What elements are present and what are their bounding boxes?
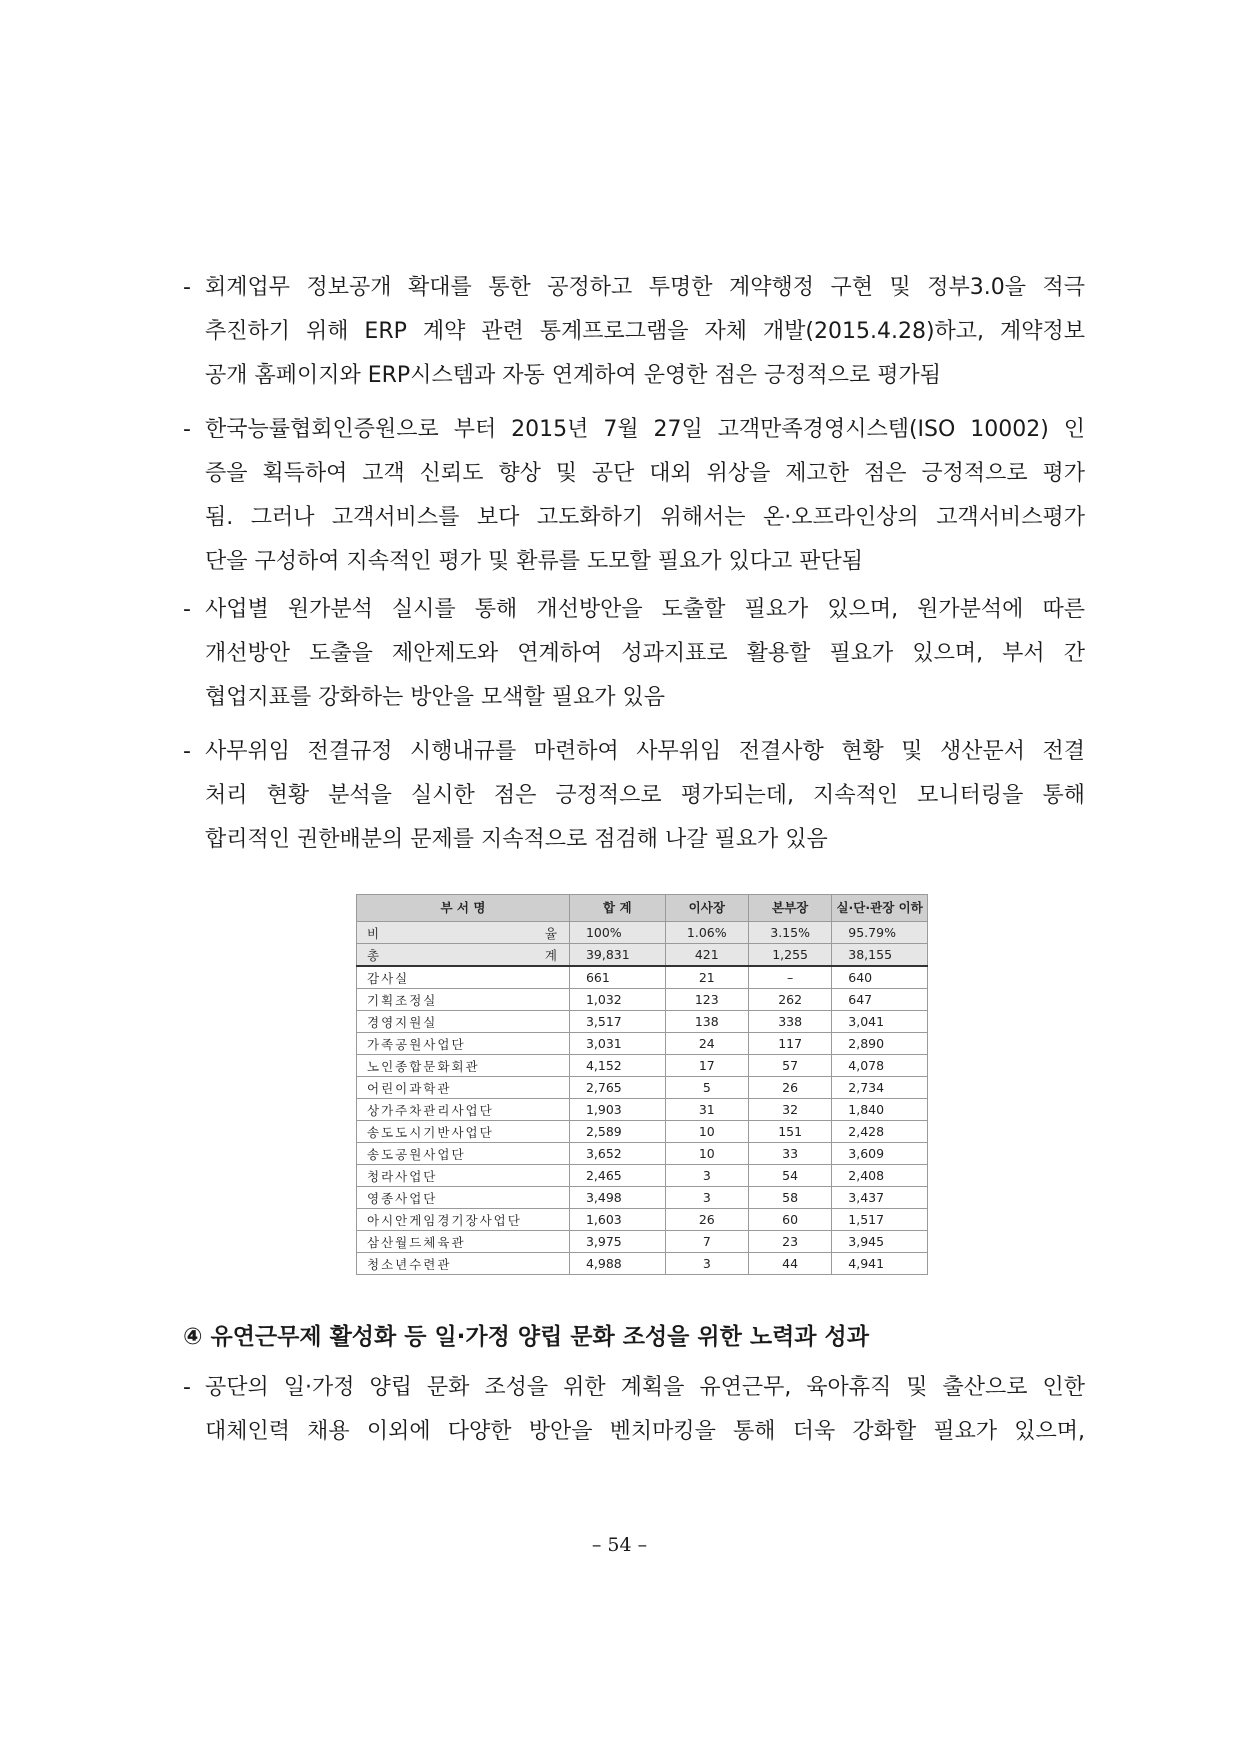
value-cell: 3,041 <box>832 1011 928 1033</box>
value-cell: 23 <box>748 1231 831 1253</box>
dept-cell: 비 율 <box>357 922 570 944</box>
dept-cell: 경영지원실 <box>357 1011 570 1033</box>
value-cell: 33 <box>748 1143 831 1165</box>
value-cell: 2,428 <box>832 1121 928 1143</box>
text-line: 처리 현황 분석을 실시한 점은 긍정적으로 평가되는데, 지속적인 모니터링을 통해 <box>205 783 1085 808</box>
value-cell: 3 <box>665 1253 748 1275</box>
value-cell: 3,031 <box>569 1033 665 1055</box>
value-cell: 58 <box>748 1187 831 1209</box>
value-cell: 3.15% <box>748 922 831 944</box>
bullet-marker: - <box>183 275 191 300</box>
value-cell: 26 <box>748 1077 831 1099</box>
value-cell: 1,603 <box>569 1209 665 1231</box>
dept-cell: 기획조정실 <box>357 989 570 1011</box>
bullet-marker: - <box>183 739 191 764</box>
section-heading: ④ 유연근무제 활성화 등 일·가정 양립 문화 조성을 위한 노력과 성과 <box>183 1324 869 1350</box>
page-number: – 54 – <box>591 1534 648 1556</box>
summary-row <box>357 944 928 967</box>
value-cell: 151 <box>748 1121 831 1143</box>
value-cell: 117 <box>748 1033 831 1055</box>
value-cell: 1,840 <box>832 1099 928 1121</box>
text-line: 공단의 일·가정 양립 문화 조성을 위한 계획을 유연근무, 육아휴직 및 출산으로 인한 <box>205 1375 1085 1400</box>
department-table-figure <box>356 894 928 1275</box>
bullet-marker: - <box>183 597 191 622</box>
value-cell: 3 <box>665 1187 748 1209</box>
value-cell: 3,652 <box>569 1143 665 1165</box>
value-cell: 31 <box>665 1099 748 1121</box>
value-cell: 100% <box>569 922 665 944</box>
text-line: 대체인력 채용 이외에 다양한 방안을 벤치마킹을 통해 더욱 강화할 필요가 있으며, <box>205 1419 1085 1444</box>
value-cell: 661 <box>569 966 665 989</box>
value-cell: 2,408 <box>832 1165 928 1187</box>
value-cell: 1,032 <box>569 989 665 1011</box>
value-cell: 338 <box>748 1011 831 1033</box>
value-cell: 21 <box>665 966 748 989</box>
value-cell: 57 <box>748 1055 831 1077</box>
table-row <box>357 1165 928 1187</box>
value-cell: 4,988 <box>569 1253 665 1275</box>
value-cell: 421 <box>665 944 748 967</box>
value-cell: 4,078 <box>832 1055 928 1077</box>
value-cell: 2,589 <box>569 1121 665 1143</box>
value-cell: 640 <box>832 966 928 989</box>
header-director: 본부장 <box>748 895 831 922</box>
value-cell: 60 <box>748 1209 831 1231</box>
dept-cell: 영종사업단 <box>357 1187 570 1209</box>
bullet-paragraph <box>183 266 1085 398</box>
table-row <box>357 989 928 1011</box>
value-cell: 26 <box>665 1209 748 1231</box>
dept-cell: 가족공원사업단 <box>357 1033 570 1055</box>
value-cell: 3 <box>665 1165 748 1187</box>
dept-cell: 아시안게임경기장사업단 <box>357 1209 570 1231</box>
bullet-paragraph <box>183 588 1085 720</box>
table-row <box>357 1011 928 1033</box>
summary-row <box>357 922 928 944</box>
bullet-paragraph <box>183 408 1085 584</box>
table-row <box>357 1055 928 1077</box>
value-cell: 44 <box>748 1253 831 1275</box>
value-cell: 5 <box>665 1077 748 1099</box>
bullet-paragraph <box>183 1366 1085 1454</box>
text-line: 한국능률협회인증원으로 부터 2015년 7월 27일 고객만족경영시스템(ISO 10002) 인 <box>205 417 1085 442</box>
text-line: 사무위임 전결규정 시행내규를 마련하여 사무위임 전결사항 현황 및 생산문서 전결 <box>205 739 1085 764</box>
dept-cell: 청소년수련관 <box>357 1253 570 1275</box>
value-cell: 24 <box>665 1033 748 1055</box>
value-cell: 2,765 <box>569 1077 665 1099</box>
bullet-marker: - <box>183 417 191 442</box>
dept-cell: 상가주차관리사업단 <box>357 1099 570 1121</box>
header-total: 합 계 <box>569 895 665 922</box>
value-cell: 3,517 <box>569 1011 665 1033</box>
dept-cell: 청라사업단 <box>357 1165 570 1187</box>
header-chairman: 이사장 <box>665 895 748 922</box>
text-line: 됨. 그러나 고객서비스를 보다 고도화하기 위해서는 온·오프라인상의 고객서비스평가 <box>205 505 1085 530</box>
table-row <box>357 966 928 989</box>
text-line: 사업별 원가분석 실시를 통해 개선방안을 도출할 필요가 있으며, 원가분석에 따른 <box>205 597 1085 622</box>
value-cell: 4,941 <box>832 1253 928 1275</box>
header-staff: 실·단·관장 이하 <box>832 895 928 922</box>
table-row <box>357 1209 928 1231</box>
value-cell: 1,517 <box>832 1209 928 1231</box>
dept-cell: 송도도시기반사업단 <box>357 1121 570 1143</box>
text-line: 단을 구성하여 지속적인 평가 및 환류를 도모할 필요가 있다고 판단됨 <box>205 549 863 574</box>
value-cell: 10 <box>665 1121 748 1143</box>
table-row <box>357 1187 928 1209</box>
value-cell: 95.79% <box>832 922 928 944</box>
table-row <box>357 1253 928 1275</box>
dept-cell: 노인종합문화회관 <box>357 1055 570 1077</box>
value-cell: 1,903 <box>569 1099 665 1121</box>
text-line: 공개 홈페이지와 ERP시스템과 자동 연계하여 운영한 점은 긍정적으로 평가됨 <box>205 363 941 388</box>
value-cell: 39,831 <box>569 944 665 967</box>
value-cell: 7 <box>665 1231 748 1253</box>
value-cell: 54 <box>748 1165 831 1187</box>
dept-cell: 어린이과학관 <box>357 1077 570 1099</box>
value-cell: 138 <box>665 1011 748 1033</box>
value-cell: 262 <box>748 989 831 1011</box>
value-cell: 2,465 <box>569 1165 665 1187</box>
header-dept: 부 서 명 <box>357 895 570 922</box>
value-cell: 2,734 <box>832 1077 928 1099</box>
table-row <box>357 1143 928 1165</box>
text-line: 개선방안 도출을 제안제도와 연계하여 성과지표로 활용할 필요가 있으며, 부서 간 <box>205 641 1085 666</box>
value-cell: 647 <box>832 989 928 1011</box>
value-cell: 4,152 <box>569 1055 665 1077</box>
text-line: 증을 획득하여 고객 신뢰도 향상 및 공단 대외 위상을 제고한 점은 긍정적으로 평가 <box>205 461 1085 486</box>
value-cell: 1,255 <box>748 944 831 967</box>
table-header-row <box>357 895 928 922</box>
dept-cell: 송도공원사업단 <box>357 1143 570 1165</box>
value-cell: 17 <box>665 1055 748 1077</box>
text-line: 추진하기 위해 ERP 계약 관련 통계프로그램을 자체 개발(2015.4.28)하고, 계약정보 <box>205 319 1085 344</box>
value-cell: 38,155 <box>832 944 928 967</box>
value-cell: 32 <box>748 1099 831 1121</box>
value-cell: 2,890 <box>832 1033 928 1055</box>
value-cell: – <box>748 966 831 989</box>
text-line: 합리적인 권한배분의 문제를 지속적으로 점검해 나갈 필요가 있음 <box>205 827 828 852</box>
table-row <box>357 1077 928 1099</box>
value-cell: 3,498 <box>569 1187 665 1209</box>
value-cell: 3,975 <box>569 1231 665 1253</box>
department-table <box>356 894 928 1275</box>
value-cell: 3,437 <box>832 1187 928 1209</box>
dept-cell: 총 계 <box>357 944 570 967</box>
dept-cell: 감사실 <box>357 966 570 989</box>
value-cell: 10 <box>665 1143 748 1165</box>
table-row <box>357 1099 928 1121</box>
value-cell: 1.06% <box>665 922 748 944</box>
value-cell: 3,945 <box>832 1231 928 1253</box>
table-row <box>357 1033 928 1055</box>
text-line: 협업지표를 강화하는 방안을 모색할 필요가 있음 <box>205 685 666 710</box>
text-line: 회계업무 정보공개 확대를 통한 공정하고 투명한 계약행정 구현 및 정부3.0을 적극 <box>205 275 1085 300</box>
value-cell: 123 <box>665 989 748 1011</box>
value-cell: 3,609 <box>832 1143 928 1165</box>
bullet-marker: - <box>183 1375 191 1400</box>
dept-cell: 삼산월드체육관 <box>357 1231 570 1253</box>
table-row <box>357 1231 928 1253</box>
table-row <box>357 1121 928 1143</box>
bullet-paragraph <box>183 730 1085 862</box>
